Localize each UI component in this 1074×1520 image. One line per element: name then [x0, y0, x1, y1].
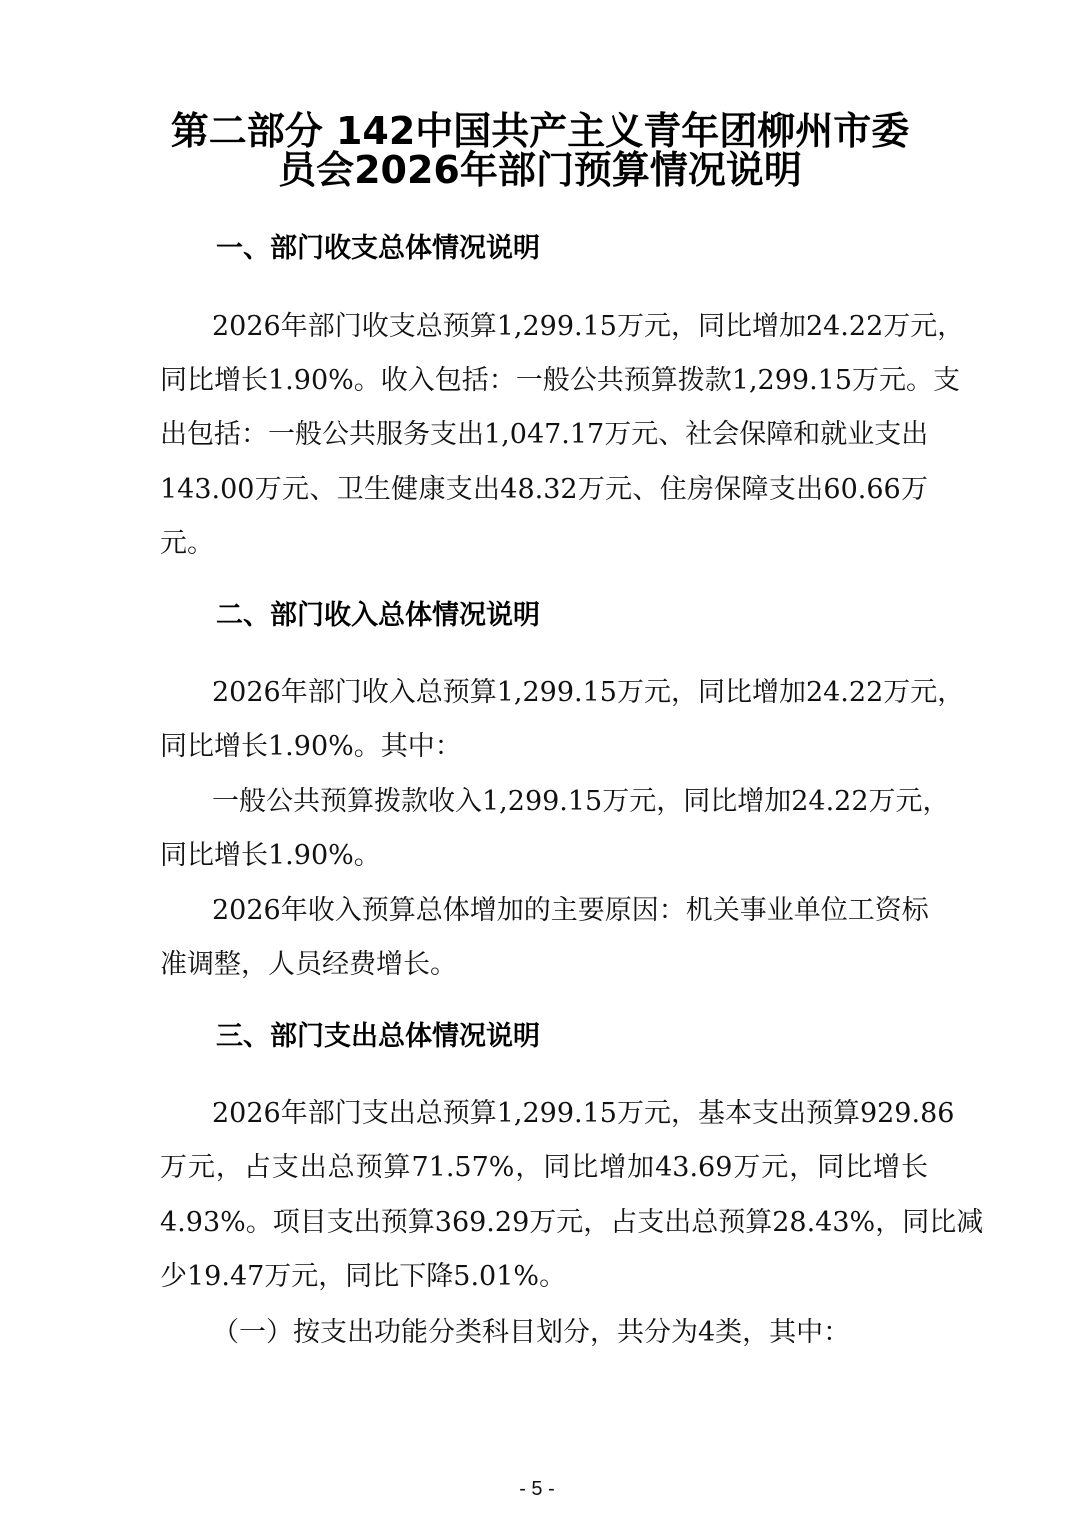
section-3-line-3: 4.93%。项目支出预算369.29万元，占支出总预算28.43%，同比减: [160, 1207, 984, 1238]
section-1-line-5: 元。: [160, 528, 214, 559]
document-title-line-1: 第二部分 142中国共产主义青年团柳州市委: [170, 109, 910, 153]
section-1-line-4: 143.00万元、卫生健康支出48.32万元、住房保障支出60.66万: [160, 474, 928, 505]
section-3-heading: 三、部门支出总体情况说明: [216, 1021, 540, 1052]
section-2-line-6: 准调整，人员经费增长。: [160, 949, 457, 980]
section-1-line-3: 出包括：一般公共服务支出1,047.17万元、社会保障和就业支出: [160, 419, 929, 450]
section-1-line-1: 2026年部门收支总预算1,299.15万元，同比增加24.22万元，: [212, 311, 965, 342]
section-1-heading: 一、部门收支总体情况说明: [216, 233, 540, 264]
section-2-line-5: 2026年收入预算总体增加的主要原因：机关事业单位工资标: [212, 895, 929, 926]
section-1-line-2: 同比增长1.90%。收入包括：一般公共预算拨款1,299.15万元。支: [160, 365, 961, 396]
section-2-line-3: 一般公共预算拨款收入1,299.15万元，同比增加24.22万元，: [212, 786, 950, 817]
page-number: - 5 -: [519, 1478, 555, 1500]
section-2-line-1: 2026年部门收入总预算1,299.15万元，同比增加24.22万元，: [212, 677, 965, 708]
section-2-line-4: 同比增长1.90%。: [160, 840, 381, 871]
section-3-line-1: 2026年部门支出总预算1,299.15万元，基本支出预算929.86: [212, 1098, 955, 1129]
section-2-heading: 二、部门收入总体情况说明: [216, 600, 540, 631]
document-title-line-2: 员会2026年部门预算情况说明: [278, 148, 802, 192]
section-3-line-5: （一）按支出功能分类科目划分，共分为4类，其中：: [212, 1317, 851, 1348]
section-3-line-2: 万元，占支出总预算71.57%，同比增加43.69万元，同比增长: [160, 1152, 928, 1183]
section-3-line-4: 少19.47万元，同比下降5.01%。: [160, 1261, 567, 1292]
section-2-line-2: 同比增长1.90%。其中：: [160, 731, 462, 762]
